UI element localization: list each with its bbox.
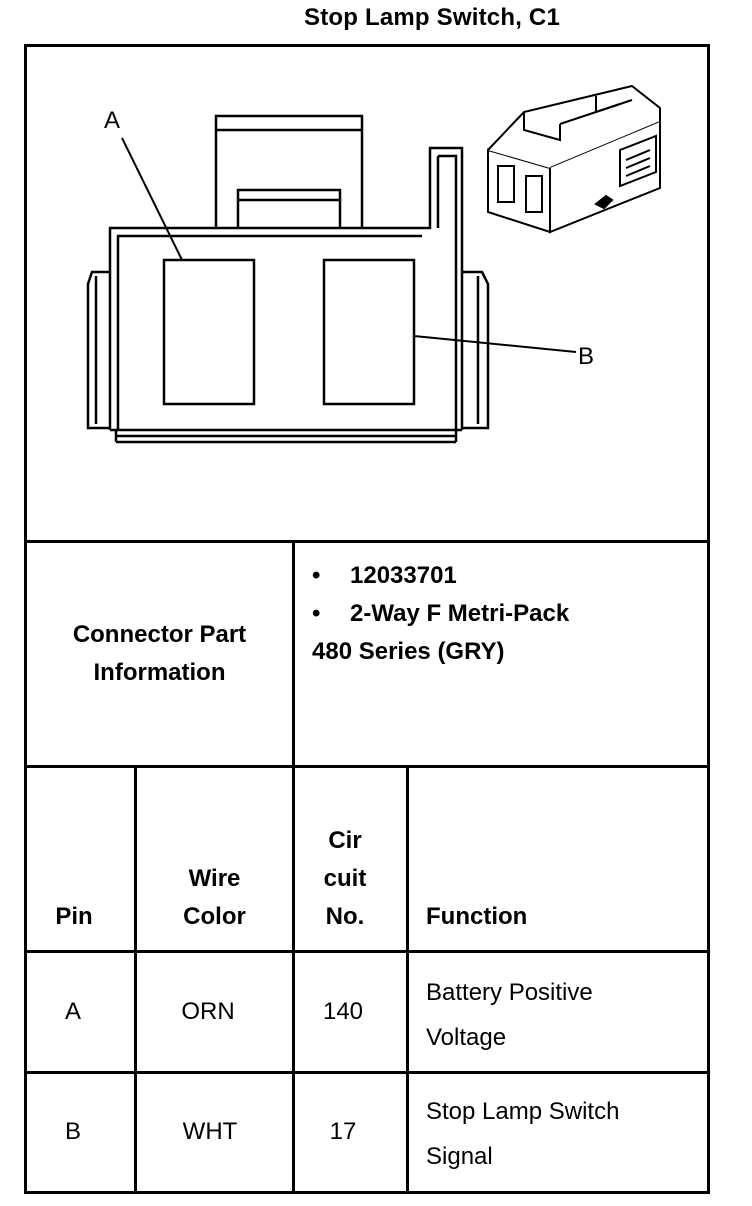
callout-line-a bbox=[122, 138, 182, 260]
row-a-function-line2: Voltage bbox=[426, 1024, 507, 1051]
divider-row bbox=[24, 1071, 710, 1074]
row-b-pin: B bbox=[64, 1118, 81, 1145]
row-b-circuit: 17 bbox=[329, 1118, 357, 1145]
header-function: Function bbox=[426, 903, 528, 930]
row-a-circuit: 140 bbox=[322, 998, 364, 1025]
header-circuit-line2: cuit bbox=[323, 865, 367, 892]
description-line1: 2-Way F Metri-Pack bbox=[350, 600, 570, 627]
part-number: 12033701 bbox=[350, 562, 457, 589]
bullet-icon: • bbox=[312, 562, 321, 589]
row-b-wire-color: WHT bbox=[182, 1118, 238, 1145]
header-wire-color-line2: Color bbox=[183, 903, 246, 930]
row-a-pin: A bbox=[64, 998, 81, 1025]
connector-diagram bbox=[0, 0, 752, 540]
col-divider-3 bbox=[406, 765, 409, 1194]
row-a-wire-color: ORN bbox=[181, 998, 235, 1025]
header-circuit-line1: Cir bbox=[328, 827, 362, 854]
header-wire-color-line1: Wire bbox=[188, 865, 241, 892]
title-text: Stop Lamp Switch, C1 bbox=[303, 4, 561, 31]
connector-isometric bbox=[488, 86, 660, 232]
frame-bottom bbox=[24, 1191, 710, 1194]
header-pin: Pin bbox=[55, 903, 93, 930]
info-col-divider bbox=[292, 540, 295, 768]
row-b-function-line2: Signal bbox=[426, 1143, 493, 1170]
row-b-function-line1: Stop Lamp Switch bbox=[426, 1098, 620, 1125]
row-a-function bbox=[426, 970, 593, 1060]
callout-line-b bbox=[414, 336, 576, 352]
connector-info-label-line2: Information bbox=[93, 659, 226, 686]
header-circuit bbox=[295, 822, 395, 936]
divider-info bbox=[24, 765, 710, 768]
description-line2: 480 Series (GRY) bbox=[312, 638, 505, 665]
header-circuit-line3: No. bbox=[325, 903, 365, 930]
connector-info-label bbox=[27, 616, 292, 692]
row-b-function bbox=[426, 1089, 619, 1179]
connector-info-values bbox=[312, 557, 702, 671]
callout-a-label: A bbox=[104, 107, 121, 134]
divider-diagram bbox=[24, 540, 710, 543]
row-a-function-line1: Battery Positive bbox=[426, 979, 593, 1006]
callout-b-label: B bbox=[578, 343, 595, 370]
description-line bbox=[312, 595, 702, 633]
header-wire-color bbox=[137, 860, 292, 936]
bullet-icon: • bbox=[312, 600, 321, 627]
divider-header bbox=[24, 950, 710, 953]
connector-face bbox=[88, 116, 488, 442]
connector-info-label-line1: Connector Part bbox=[72, 621, 247, 648]
part-number-line bbox=[312, 557, 702, 595]
